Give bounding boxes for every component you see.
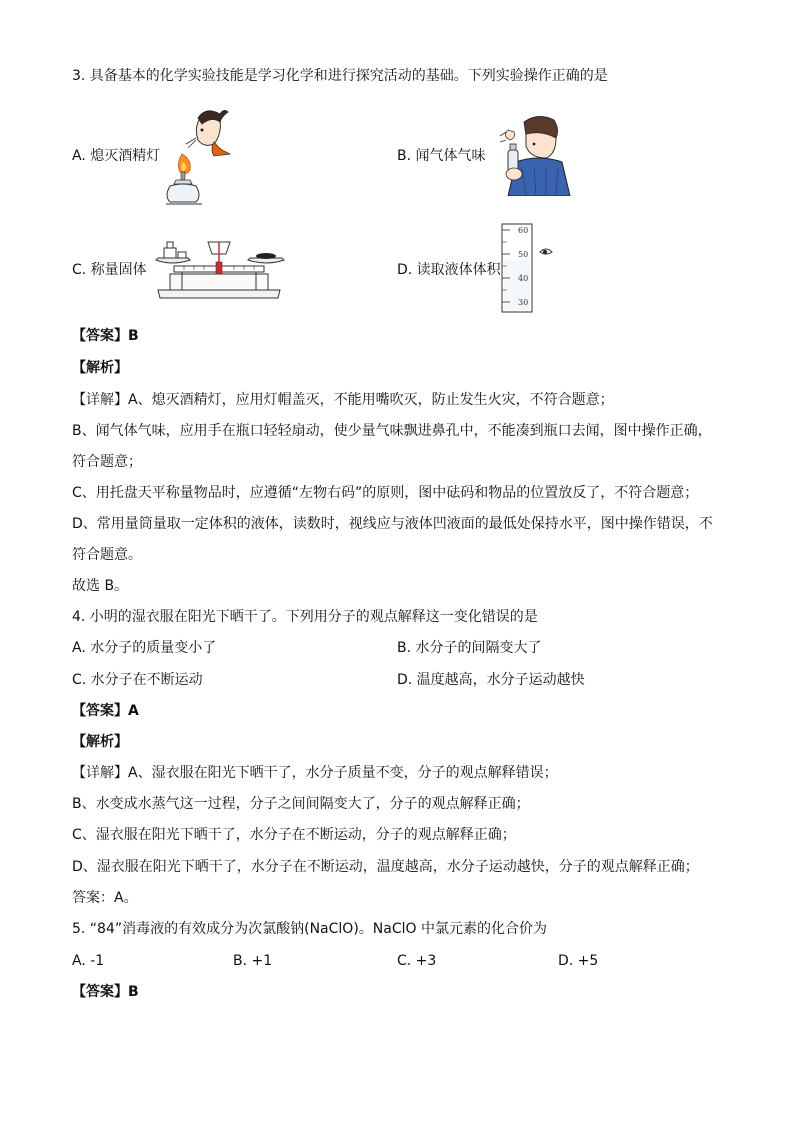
q5-stem: 5. “84”消毒液的有效成分为次氯酸钠(NaClO)。NaClO 中氯元素的化合价为 — [72, 921, 547, 937]
q4-detail-line: 【详解】A、湿衣服在阳光下晒干了，水分子质量不变，分子的观点解释错误； — [72, 765, 558, 781]
cylinder-tick-30: 30 — [518, 298, 529, 307]
cylinder-tick-50: 50 — [518, 250, 529, 259]
q4-detail-line: C、湿衣服在阳光下晒干了，水分子在不断运动，分子的观点解释正确； — [72, 827, 516, 843]
balance-scale-figure — [150, 232, 288, 302]
q4-answer: 【答案】A — [72, 703, 139, 719]
q3-detail-line: 符合题意。 — [72, 547, 142, 563]
q5-option-a: A. -1 — [72, 953, 105, 969]
q4-detail-line: D、湿衣服在阳光下晒干了，水分子在不断运动，温度越高，水分子运动越快，分子的观点解释正确； — [72, 859, 699, 875]
q4-option-b: B. 水分子的间隔变大了 — [397, 640, 542, 656]
cylinder-tick-40: 40 — [518, 274, 529, 283]
q3-detail-line: C、用托盘天平称量物品时，应遵循“左物右码”的原则，图中砝码和物品的位置放反了，不符合题意； — [72, 485, 699, 501]
q3-detail-line: D、常用量筒量取一定体积的液体，读数时，视线应与液体凹液面的最低处保持水平，图中操作错误，不 — [72, 516, 713, 532]
q3-answer: 【答案】B — [72, 328, 139, 344]
q4-option-a: A. 水分子的质量变小了 — [72, 640, 217, 656]
q3-conclusion: 故选 B。 — [72, 578, 129, 594]
q5-option-d: D. +5 — [558, 953, 599, 969]
q4-conclusion: 答案：A。 — [72, 890, 138, 906]
q3-option-c: C. 称量固体 — [72, 262, 147, 278]
q5-option-b: B. +1 — [233, 953, 273, 969]
q5-option-c: C. +3 — [397, 953, 437, 969]
q4-detail-line: B、水变成水蒸气这一过程，分子之间间隔变大了，分子的观点解释正确； — [72, 796, 530, 812]
q4-option-d: D. 温度越高，水分子运动越快 — [397, 672, 585, 688]
smelling-gas-figure — [498, 112, 574, 196]
q5-answer: 【答案】B — [72, 984, 139, 1000]
q3-option-a: A. 熄灭酒精灯 — [72, 148, 161, 164]
q3-detail-line: 【详解】A、熄灭酒精灯，应用灯帽盖灭，不能用嘴吹灭，防止发生火灾，不符合题意； — [72, 392, 614, 408]
q3-detail-line: 符合题意； — [72, 454, 142, 470]
q4-analysis-label: 【解析】 — [72, 734, 128, 750]
graduated-cylinder-figure — [498, 220, 556, 316]
cylinder-tick-60: 60 — [518, 226, 529, 235]
q3-option-b: B. 闻气体气味 — [397, 148, 486, 164]
q3-detail-line: B、闻气体气味，应用手在瓶口轻轻扇动，使少量气味飘进鼻孔中，不能凑到瓶口去闻，图中操作正确， — [72, 423, 712, 439]
q4-stem: 4. 小明的湿衣服在阳光下晒干了。下列用分子的观点解释这一变化错误的是 — [72, 609, 538, 625]
q3-analysis-label: 【解析】 — [72, 360, 128, 376]
q3-option-d: D. 读取液体体积 — [397, 262, 501, 278]
q4-option-c: C. 水分子在不断运动 — [72, 672, 203, 688]
blowing-out-lamp-figure — [162, 104, 234, 208]
q3-stem: 3. 具备基本的化学实验技能是学习化学和进行探究活动的基础。下列实验操作正确的是 — [72, 68, 608, 84]
